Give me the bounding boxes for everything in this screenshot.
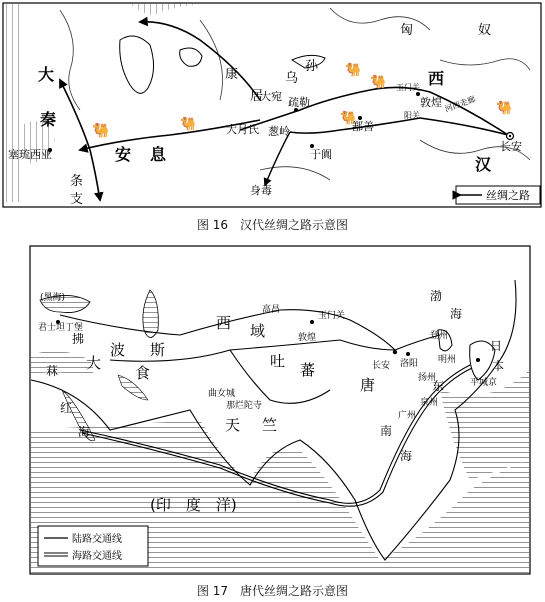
label-hai: 海	[78, 425, 91, 439]
label-kang: 康	[225, 67, 239, 82]
han-map-svg	[0, 0, 545, 212]
label-denghzou: 登州	[430, 331, 449, 341]
label-yu: 域	[250, 322, 266, 340]
label-da: 大	[86, 354, 102, 372]
label-ri: 日	[490, 339, 503, 353]
label-yumenguan: 玉门关	[396, 83, 420, 92]
label-qin: 秦	[40, 110, 57, 129]
figure17-caption: 图 17 唐代丝绸之路示意图	[196, 584, 349, 598]
aral-sea	[180, 48, 202, 66]
dunhuang-dot	[310, 320, 314, 324]
label-shi: 食	[135, 364, 151, 382]
label-da: 大	[38, 65, 55, 84]
label-heihai: (黑海)	[40, 293, 66, 303]
label-congling: 葱岭	[268, 125, 290, 138]
label-fu: 拂	[72, 332, 85, 346]
camel-icon: 🐫	[496, 101, 513, 116]
label-changan: 长安	[500, 140, 522, 153]
label-shule: 疏勒	[288, 96, 310, 109]
label-sun: 孙	[305, 59, 319, 74]
label-bohai2: 海	[450, 307, 463, 321]
label-shendu: 身毒	[250, 184, 272, 197]
northern-sea	[130, 4, 200, 15]
label-fan: 蕃	[300, 361, 316, 379]
label-han: 汉	[475, 155, 492, 174]
camel-icon: 🐫	[92, 123, 110, 139]
mediterranean	[31, 351, 93, 376]
route-tiaozhi	[90, 150, 100, 200]
label-wu: 乌	[285, 71, 299, 86]
pingcheng-dot	[476, 358, 480, 362]
route-shendu	[265, 132, 290, 185]
label-xiyu-xi: 西	[428, 69, 445, 88]
label-ben: 本	[492, 359, 505, 373]
legend-sea-label: 海路交通线	[72, 551, 122, 562]
label-tu: 吐	[270, 352, 286, 370]
label-dunhuang: 敦煌	[298, 333, 317, 343]
label-yangguan: 阳关	[404, 111, 420, 120]
camel-icon: 🐫	[340, 111, 357, 126]
label-seleucia: 塞琉西亚	[8, 148, 52, 161]
han-silk-road-map	[0, 0, 545, 212]
label-dawan: 大宛	[260, 90, 282, 103]
label-nan: 南	[380, 424, 393, 438]
tang-silk-road-map	[0, 240, 545, 576]
label-si: 斯	[150, 341, 166, 359]
label-dong: 东	[432, 379, 445, 393]
label-xiong: 匈	[400, 23, 414, 38]
label-tiao: 条	[70, 174, 84, 189]
label-mingzhou: 明州	[438, 355, 457, 365]
route-southern	[290, 118, 508, 135]
label-luoyang: 洛阳	[400, 359, 419, 369]
camel-icon: 🐫	[370, 75, 387, 90]
label-nanhai: 海	[400, 449, 413, 463]
label-hongha: 红	[60, 401, 73, 415]
caspian	[143, 290, 158, 338]
camel-icon: 🐫	[345, 63, 362, 78]
label-quwen: 曲女城	[208, 389, 236, 399]
label-xi: 息	[150, 145, 167, 164]
label-dayuezhi: 大月氏	[226, 123, 259, 136]
label-zhu: 竺	[262, 416, 278, 434]
label-tian: 天	[225, 416, 241, 434]
label-hexi: 河西走廊	[443, 94, 477, 114]
label-bo: 波	[110, 341, 126, 359]
label-changan: 长安	[372, 361, 391, 371]
label-nu: 奴	[478, 23, 492, 38]
label-zhi: 支	[70, 192, 84, 207]
route-daqin	[60, 80, 90, 150]
label-nalantuo: 那烂陀寺	[226, 401, 263, 411]
legend-land-label: 陆路交通线	[72, 534, 122, 545]
label-yutian: 于阗	[310, 148, 332, 161]
label-quanzhou: 泉州	[420, 398, 439, 408]
label-xi: 西	[216, 314, 232, 332]
label-guangzhou: 广州	[398, 411, 417, 421]
label-lin: 菻	[46, 364, 59, 378]
label-gaochang: 高昌	[262, 305, 281, 315]
label-yinduyang: (印 度 洋)	[150, 496, 237, 514]
label-an: 安	[115, 145, 132, 164]
label-shanshan: 鄯善	[352, 120, 374, 133]
label-ju: 居	[250, 89, 264, 104]
sea-west-hatch	[4, 4, 24, 202]
label-yangzhou: 扬州	[418, 373, 437, 383]
label-dunhuang: 敦煌	[420, 96, 442, 109]
label-junshitan: 君士坦丁堡	[38, 323, 84, 333]
tang-map-svg	[0, 240, 545, 576]
label-bohai: 渤	[430, 289, 443, 303]
luoyang-dot	[406, 352, 410, 356]
caspian-sea	[120, 36, 154, 93]
legend-label: 丝绸之路	[486, 189, 530, 202]
label-pingcheng: 平城京	[470, 378, 498, 388]
label-yumenguan: 玉门关	[318, 311, 346, 321]
label-tang: 唐	[360, 376, 376, 394]
figure16-caption: 图 16 汉代丝绸之路示意图	[196, 218, 349, 232]
camel-icon: 🐫	[180, 117, 197, 132]
changan-dot	[393, 350, 397, 354]
